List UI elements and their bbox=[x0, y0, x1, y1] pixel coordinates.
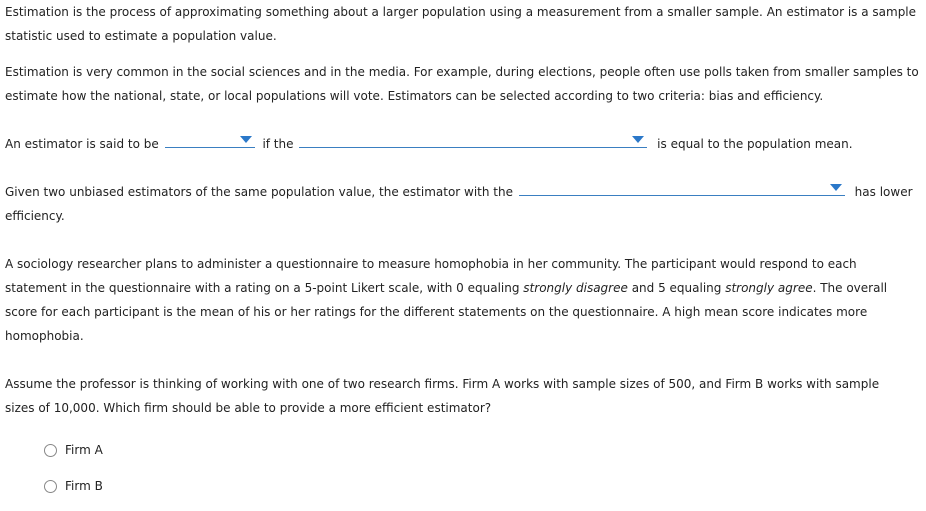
radio-button-icon[interactable] bbox=[44, 444, 57, 457]
scenario-text-2: and 5 equaling bbox=[627, 281, 726, 295]
question-1-text-start: An estimator is said to be bbox=[5, 137, 159, 151]
option-firm-b-label: Firm B bbox=[65, 479, 103, 493]
scenario-text-1: A sociology researcher plans to administer a questionnaire to measure homophobia in her community. The participant would respond to each statement in the questionnaire with a rating on a 5-point Likert scale, with 0 equaling bbox=[5, 257, 857, 295]
question-2-text-middle: has lower bbox=[854, 185, 913, 199]
bias-dropdown[interactable] bbox=[165, 133, 255, 148]
intro-paragraph-2: Estimation is very common in the social sciences and in the media. For example, during elections, people often use polls taken from smaller samples to estimate how the national, state, or local populations will vote. Estimators can be selected according to two criteria: bias and efficiency. bbox=[5, 65, 919, 103]
question-2-text-end: efficiency. bbox=[5, 209, 65, 223]
condition-dropdown[interactable] bbox=[299, 133, 647, 148]
question-3: Assume the professor is thinking of working with one of two research firms. Firm A works with sample sizes of 500, and Firm B works with sample sizes of 10,000. Which firm should be able to provide a more efficient estimator? bbox=[5, 377, 880, 415]
estimator-dropdown[interactable] bbox=[519, 181, 845, 196]
scenario-text-3: . The overall score for each participant is the mean of his or her ratings for the different statements on the questionnaire. A high mean score indicates more homophobia. bbox=[5, 281, 888, 343]
question-1-text-middle: if the bbox=[262, 137, 294, 151]
chevron-down-icon bbox=[830, 184, 842, 191]
option-firm-a[interactable] bbox=[44, 443, 103, 457]
question-2-text-start: Given two unbiased estimators of the same population value, the estimator with the bbox=[5, 185, 514, 199]
question-2 bbox=[5, 180, 913, 204]
scenario-paragraph bbox=[5, 252, 910, 348]
chevron-down-icon bbox=[632, 136, 644, 143]
scenario-emphasis-2: strongly agree bbox=[725, 281, 813, 295]
option-firm-b[interactable] bbox=[44, 479, 103, 493]
option-firm-a-label: Firm A bbox=[65, 443, 103, 457]
chevron-down-icon bbox=[240, 136, 252, 143]
radio-button-icon[interactable] bbox=[44, 480, 57, 493]
question-1 bbox=[5, 132, 853, 156]
scenario-emphasis-1: strongly disagree bbox=[523, 281, 628, 295]
question-1-text-end: is equal to the population mean. bbox=[657, 137, 853, 151]
intro-paragraph-1: Estimation is the process of approximating something about a larger population using a measurement from a smaller sample. An estimator is a sample statistic used to estimate a population value. bbox=[5, 5, 917, 43]
